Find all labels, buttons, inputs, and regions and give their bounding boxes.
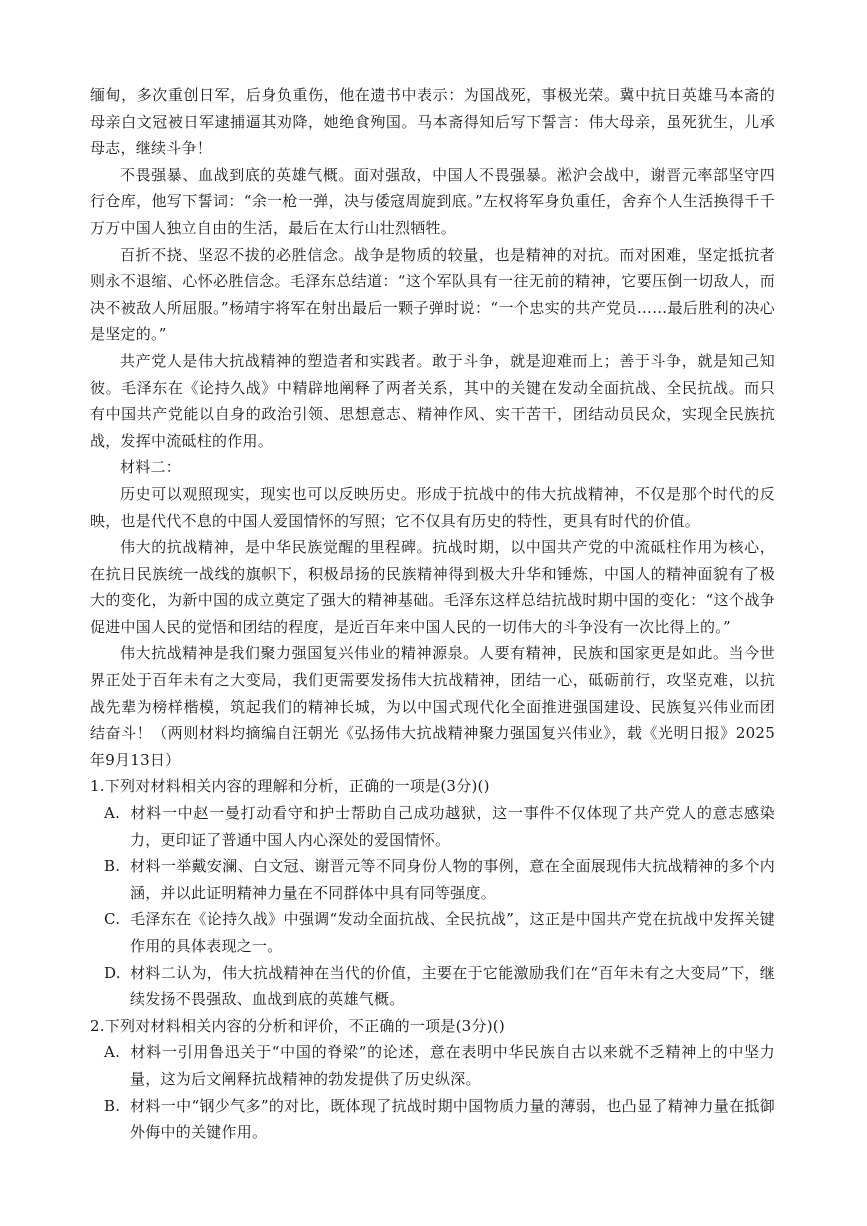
option-letter: A.: [104, 1043, 121, 1062]
material-paragraph: 百折不挠、坚忍不拔的必胜信念。战争是物质的较量，也是精神的对抗。而对困难，坚定抵抗者则永不退缩、心怀必胜信念。毛泽东总结道：“这个军队具有一往无前的精神，它要压倒一切敌人，而决不被敌人所屈服。”杨靖宇将军在射出最后一颗子弹时说：“一个忠实的共产党员……最后胜利的决心是坚定的。”: [90, 245, 775, 344]
option-letter: B.: [104, 857, 121, 876]
option-text: 材料一中赵一曼打动看守和护士帮助自己成功越狱，这一事件不仅体现了共产党人的意志感染力，更印证了普通中国人内心深处的爱国情怀。: [130, 804, 775, 849]
option-letter: A.: [104, 804, 121, 823]
option-text: 材料一中“钢少气多”的对比，既体现了抗战时期中国物质力量的薄弱，也凸显了精神力量在抵御外侮中的关键作用。: [130, 1096, 775, 1142]
material-paragraph: 伟大的抗战精神，是中华民族觉醒的里程碑。抗战时期，以中国共产党的中流砥柱作用为核心，在抗日民族统一战线的旗帜下，积极昂扬的民族精神得到极大升华和锤炼，中国人的精神面貌有了极大的变化，为新中国的成立奠定了强大的精神基础。毛泽东这样总结抗战时期中国的变化：“这个战争促进中国人民的觉悟和团结的程度，是近百年来中国人民的一切伟大的斗争没有一次比得上的。”: [90, 538, 775, 636]
question-2: [90, 1013, 775, 1146]
answer-option[interactable]: [90, 906, 775, 959]
answer-option[interactable]: [90, 1039, 775, 1092]
option-text: 毛泽东在《论持久战》中强调“发动全面抗战、全民抗战”，这正是中国共产党在抗战中发挥关键作用的具体表现之一。: [130, 910, 775, 955]
material-paragraph: 缅甸，多次重创日军，后身负重伤，他在遗书中表示：为国战死，事极光荣。冀中抗日英雄马本斋的母亲白文冠被日军逮捕逼其劝降，她绝食殉国。马本斋得知后写下誓言：伟大母亲，虽死犹生，儿承母志，继续斗争！: [90, 86, 775, 158]
question-stem: 2.下列对材料相关内容的分析和评价，不正确的一项是(3分)(): [90, 1016, 506, 1035]
material-paragraph: 共产党人是伟大抗战精神的塑造者和实践者。敢于斗争，就是迎难而上；善于斗争，就是知己知彼。毛泽东在《论持久战》中精辟地阐释了两者关系，其中的关键在发动全面抗战、全民抗战。而只有中国共产党能以自身的政治引领、思想意志、精神作风、实干苦干，团结动员民众，实现全民族抗战，发挥中流砥柱的作用。: [90, 351, 775, 450]
option-text: 材料二认为，伟大抗战精神在当代的价值，主要在于它能激励我们在“百年未有之大变局”下，继续发扬不畏强敌、血战到底的英雄气概。: [130, 963, 775, 1009]
option-letter: B.: [104, 1096, 121, 1115]
answer-option[interactable]: [90, 800, 775, 853]
question-1: [90, 773, 775, 1012]
material-paragraph: 不畏强暴、血战到底的英雄气概。面对强敌，中国人不畏强暴。淞沪会战中，谢晋元率部坚守四行仓库，他写下誓词：“余一枪一弹，决与倭寇周旋到底。”左权将军身负重任，舍弃个人生活换得千千万万中国人独立自由的生活，最后在太行山壮烈牺牲。: [90, 165, 775, 237]
material-paragraph: 伟大抗战精神是我们聚力强国复兴伟业的精神源泉。人要有精神，民族和国家更是如此。当今世界正处于百年未有之大变局，我们更需要发扬伟大抗战精神，团结一心，砥砺前行，攻坚克难，以抗战先辈为榜样楷模，筑起我们的精神长城，为以中国式现代化全面推进强国建设、民族复兴伟业而团结奋斗！（两则材料均摘编自汪朝光《弘扬伟大抗战精神聚力强国复兴伟业》，载《光明日报》2025年9月13日）: [90, 644, 775, 769]
option-text: 材料一举戴安澜、白文冠、谢晋元等不同身份人物的事例，意在全面展现伟大抗战精神的多个内涵，并以此证明精神力量在不同群体中具有同等强度。: [130, 857, 775, 902]
option-letter: D.: [104, 963, 121, 982]
question-stem: 1.下列对材料相关内容的理解和分析，正确的一项是(3分)(): [90, 777, 490, 796]
option-letter: C.: [104, 910, 121, 929]
answer-option[interactable]: [90, 960, 775, 1013]
reading-material: [90, 82, 775, 773]
option-text: 材料一引用鲁迅关于“中国的脊梁”的论述，意在表明中华民族自古以来就不乏精神上的中坚力量，这为后文阐释抗战精神的勃发提供了历史纵深。: [130, 1043, 775, 1088]
material-paragraph: 历史可以观照现实，现实也可以反映历史。形成于抗战中的伟大抗战精神，不仅是那个时代的反映，也是代代不息的中国人爱国情怀的写照；它不仅具有历史的特性，更具有时代的价值。: [90, 484, 775, 530]
material-heading: 材料二：: [120, 458, 182, 477]
answer-option[interactable]: [90, 853, 775, 906]
answer-option[interactable]: [90, 1093, 775, 1146]
